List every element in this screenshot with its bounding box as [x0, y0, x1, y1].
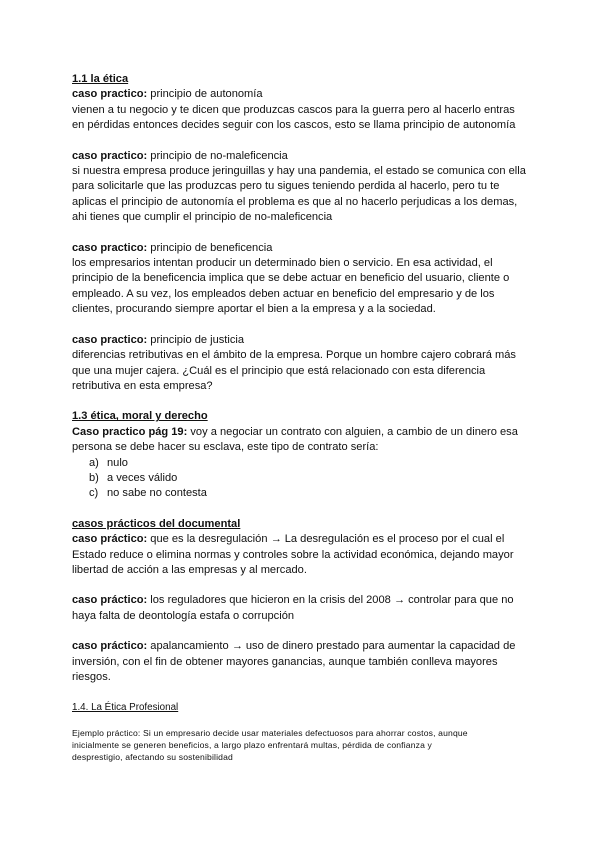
case-no-maleficencia [72, 149, 532, 226]
text-line: Estado reduce o elimina normas y controles sobre la actividad económica, dejando mayor [72, 548, 514, 561]
case-reguladores [72, 593, 532, 624]
text-line: clientes, procurando siempre aportar el bien a la empresa y a la sociedad. [72, 303, 436, 316]
case-label: caso practico: [72, 241, 148, 254]
case-text: apalancamiento → uso de dinero prestado para aumentar la capacidad de [147, 640, 516, 653]
case-text: voy a negociar un contrato con alguien, a cambio de un dinero esa [187, 425, 518, 438]
case-contrato [72, 425, 532, 502]
case-label: caso práctico: [72, 594, 148, 607]
case-beneficencia [72, 241, 532, 318]
text-line: aplicas el principio de autonomía el problema es que al no hacerlo perjudicas a los demas, [72, 195, 518, 208]
text-line: en pérdidas entonces decides seguir con los cascos, esto se llama principio de autonomía [72, 119, 516, 132]
text-line: libertad de acción a las empresas y al mercado. [72, 563, 307, 576]
text-line: inicialmente se generen beneficios, a largo plazo enfrentará multas, pérdida de confianza y [72, 740, 432, 751]
text-line: haya falta de deontología estafa o corrupción [72, 609, 295, 622]
case-label: caso practico: [72, 149, 148, 162]
option-item [89, 486, 532, 501]
text-line: que una mujer cajera. ¿Cuál es el principio que está relacionado con esta diferencia [72, 364, 486, 377]
text-line: desprestigio, afectando su sostenibilidad [72, 752, 233, 762]
case-topic: principio de justicia [147, 333, 245, 346]
text-line: si nuestra empresa produce jeringuillas y hay una pandemia, el estado se comunica con ella [72, 165, 526, 178]
case-label: caso práctico: [72, 533, 148, 546]
text-line: para solicitarle que las produzcas pero tu sigues teniendo perdida al hacerlo, pero tu te [72, 180, 500, 193]
option-item [89, 456, 532, 471]
text-line: vienen a tu negocio y te dicen que produzcas cascos para la guerra pero al hacerlo entras [72, 103, 515, 116]
option-text: a veces válido [107, 471, 178, 484]
option-letter: c) [89, 487, 99, 500]
answer-options [72, 456, 532, 502]
case-apalancamiento [72, 639, 532, 685]
text-line: ahi tienes que cumplir el principio de no-maleficencia [72, 211, 333, 224]
case-label: Caso practico pág 19: [72, 425, 188, 438]
option-item [89, 471, 532, 486]
text-line: diferencias retributivas en el ámbito de la empresa. Porque un hombre cajero cobrará más [72, 349, 516, 362]
example-etica-profesional [72, 728, 532, 763]
text-line: Ejemplo práctico: Si un empresario decide usar materiales defectuosos para ahorrar costos, aunque [72, 728, 468, 739]
text-line: persona se debe hacer su esclava, este tipo de contrato sería: [72, 441, 379, 454]
section-heading-etica-moral-derecho: 1.3 ética, moral y derecho [72, 410, 208, 423]
section-heading-documental: casos prácticos del documental [72, 517, 241, 530]
text-line: empleado. A su vez, los empleados deben actuar en beneficio del empresario y de los [72, 287, 495, 300]
case-justicia [72, 333, 532, 395]
option-letter: b) [89, 471, 99, 484]
case-text: los reguladores que hicieron en la crisis del 2008 → controlar para que no [147, 594, 514, 607]
section-heading-etica-profesional: 1.4. La Ética Profesional [72, 702, 179, 714]
case-label: caso práctico: [72, 640, 148, 653]
case-label: caso practico: [72, 333, 148, 346]
case-text: que es la desregulación → La desregulación es el proceso por el cual el [147, 533, 505, 546]
text-line: inversión, con el fin de obtener mayores ganancias, aunque también conlleva mayores [72, 655, 498, 668]
case-autonomia [72, 87, 532, 133]
case-desregulacion [72, 532, 532, 578]
text-line: principio de la beneficencia implica que se debe actuar en beneficio del usuario, cliente o [72, 272, 510, 285]
case-topic: principio de autonomía [147, 88, 263, 101]
option-letter: a) [89, 456, 99, 469]
case-topic: principio de no-maleficencia [147, 149, 288, 162]
case-label: caso practico: [72, 88, 148, 101]
case-topic: principio de beneficencia [147, 241, 273, 254]
document-content [72, 72, 532, 764]
section-heading-etica: 1.1 la ética [72, 73, 129, 85]
text-line: riesgos. [72, 671, 111, 683]
text-line: retributiva en esta empresa? [72, 379, 213, 392]
option-text: no sabe no contesta [107, 487, 207, 500]
text-line: los empresarios intentan producir un determinado bien o servicio. En esa actividad, el [72, 257, 493, 270]
option-text: nulo [107, 456, 128, 469]
